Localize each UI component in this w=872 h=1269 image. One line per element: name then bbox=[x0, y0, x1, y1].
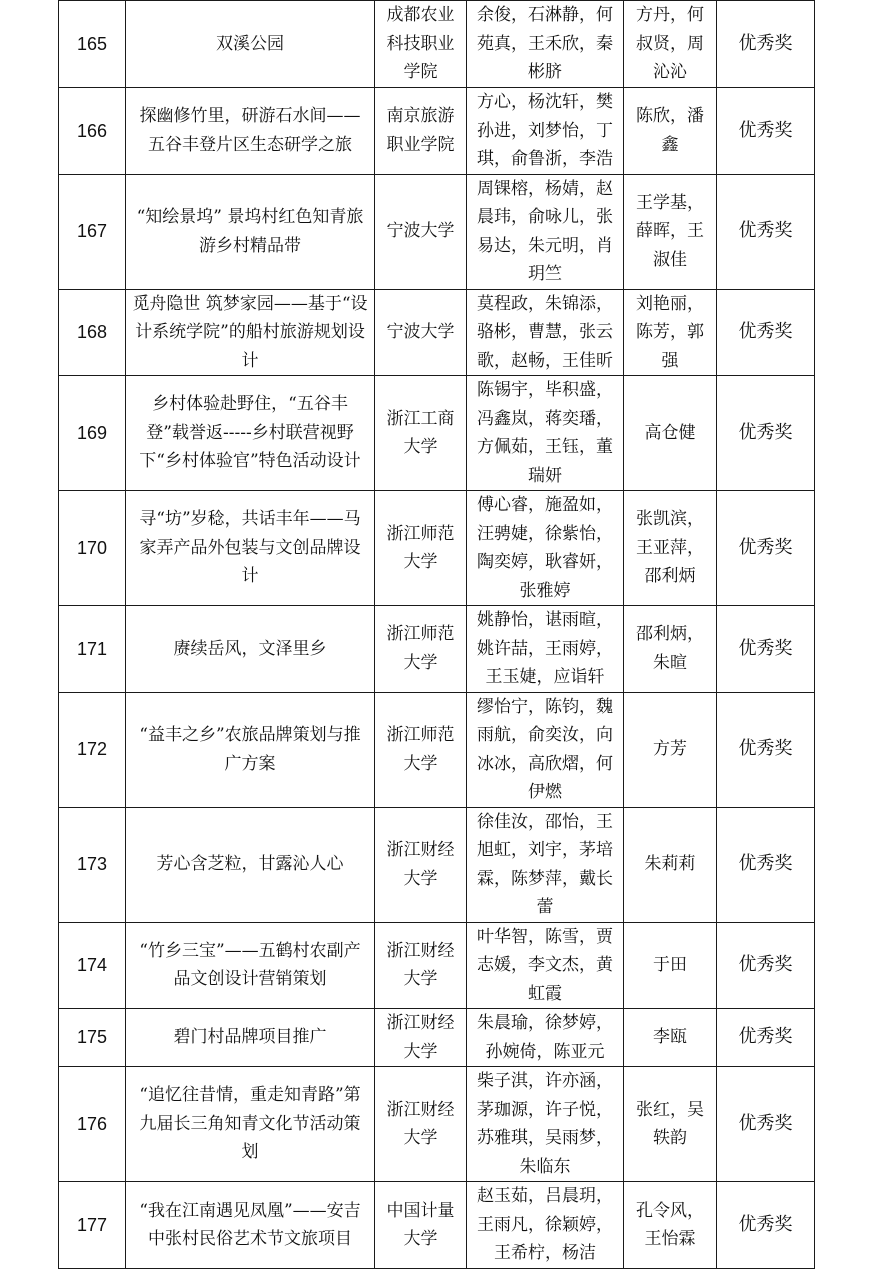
project-name: “益丰之乡”农旅品牌策划与推广方案 bbox=[126, 692, 375, 807]
row-number: 167 bbox=[59, 174, 126, 289]
school-name: 浙江师范大学 bbox=[375, 491, 467, 606]
row-number: 176 bbox=[59, 1067, 126, 1182]
project-name: 探幽修竹里，研游石水间——五谷丰登片区生态研学之旅 bbox=[126, 88, 375, 175]
award-level: 优秀奖 bbox=[717, 1182, 815, 1269]
award-level: 优秀奖 bbox=[717, 1067, 815, 1182]
team-members: 缪怡宁，陈钧，魏雨航，俞奕汝，向冰冰，高欣熠，何伊燃 bbox=[467, 692, 624, 807]
table-row bbox=[59, 1067, 815, 1182]
table-row bbox=[59, 692, 815, 807]
advisors: 方丹，何叔贤，周沁沁 bbox=[624, 1, 717, 88]
advisors: 于田 bbox=[624, 922, 717, 1009]
award-level: 优秀奖 bbox=[717, 1, 815, 88]
row-number: 175 bbox=[59, 1009, 126, 1067]
advisors: 方芳 bbox=[624, 692, 717, 807]
school-name: 浙江财经大学 bbox=[375, 1009, 467, 1067]
table-row bbox=[59, 88, 815, 175]
award-level: 优秀奖 bbox=[717, 491, 815, 606]
advisors: 高仓健 bbox=[624, 376, 717, 491]
project-name: “追忆往昔情，重走知青路”第九届长三角知青文化节活动策划 bbox=[126, 1067, 375, 1182]
table-row bbox=[59, 174, 815, 289]
advisors: 朱莉莉 bbox=[624, 807, 717, 922]
row-number: 165 bbox=[59, 1, 126, 88]
table-row bbox=[59, 289, 815, 376]
table-row bbox=[59, 1009, 815, 1067]
project-name: “知绘景坞” 景坞村红色知青旅游乡村精品带 bbox=[126, 174, 375, 289]
project-name: 碧门村品牌项目推广 bbox=[126, 1009, 375, 1067]
table-row bbox=[59, 606, 815, 693]
school-name: 浙江师范大学 bbox=[375, 606, 467, 693]
project-name: 双溪公园 bbox=[126, 1, 375, 88]
award-table bbox=[58, 0, 815, 1269]
advisors: 孔令风，王怡霖 bbox=[624, 1182, 717, 1269]
team-members: 姚静怡，谌雨暄，姚许喆，王雨婷，王玉婕，应诣轩 bbox=[467, 606, 624, 693]
award-level: 优秀奖 bbox=[717, 606, 815, 693]
team-members: 叶华智，陈雪，贾志媛，李文杰，黄虹霞 bbox=[467, 922, 624, 1009]
school-name: 浙江工商大学 bbox=[375, 376, 467, 491]
table-row bbox=[59, 1182, 815, 1269]
project-name: 芳心含芝粒，甘露沁人心 bbox=[126, 807, 375, 922]
project-name: “我在江南遇见凤凰”——安吉中张村民俗艺术节文旅项目 bbox=[126, 1182, 375, 1269]
school-name: 中国计量大学 bbox=[375, 1182, 467, 1269]
school-name: 宁波大学 bbox=[375, 289, 467, 376]
row-number: 177 bbox=[59, 1182, 126, 1269]
project-name: 赓续岳风，文泽里乡 bbox=[126, 606, 375, 693]
school-name: 成都农业科技职业学院 bbox=[375, 1, 467, 88]
row-number: 171 bbox=[59, 606, 126, 693]
award-level: 优秀奖 bbox=[717, 1009, 815, 1067]
award-level: 优秀奖 bbox=[717, 289, 815, 376]
team-members: 方心，杨沈轩，樊孙进，刘梦怡，丁琪，俞鲁浙，李浩 bbox=[467, 88, 624, 175]
team-members: 余俊，石淋静，何苑真，王禾欣，秦彬脐 bbox=[467, 1, 624, 88]
project-name: 寻“坊”岁稔，共话丰年——马家弄产品外包装与文创品牌设计 bbox=[126, 491, 375, 606]
advisors: 张凯滨，王亚萍，邵利炳 bbox=[624, 491, 717, 606]
team-members: 赵玉茹，吕晨玥，王雨凡，徐颖婷，王希柠，杨洁 bbox=[467, 1182, 624, 1269]
team-members: 莫程政，朱锦添，骆彬，曹慧，张云歌，赵畅，王佳昕 bbox=[467, 289, 624, 376]
row-number: 168 bbox=[59, 289, 126, 376]
school-name: 浙江财经大学 bbox=[375, 1067, 467, 1182]
table-row bbox=[59, 922, 815, 1009]
team-members: 朱晨瑜，徐梦婷，孙婉倚，陈亚元 bbox=[467, 1009, 624, 1067]
team-members: 柴子淇，许亦涵，茅珈源，许子悦，苏雅琪，吴雨梦，朱临东 bbox=[467, 1067, 624, 1182]
award-level: 优秀奖 bbox=[717, 807, 815, 922]
row-number: 166 bbox=[59, 88, 126, 175]
team-members: 陈锡宇，毕积盛，冯鑫岚，蒋奕璠，方佩茹，王钰，董瑞妍 bbox=[467, 376, 624, 491]
row-number: 170 bbox=[59, 491, 126, 606]
project-name: 觅舟隐世 筑梦家园——基于“设计系统学院”的船村旅游规划设计 bbox=[126, 289, 375, 376]
school-name: 浙江财经大学 bbox=[375, 807, 467, 922]
school-name: 浙江财经大学 bbox=[375, 922, 467, 1009]
row-number: 174 bbox=[59, 922, 126, 1009]
school-name: 浙江师范大学 bbox=[375, 692, 467, 807]
table-row bbox=[59, 1, 815, 88]
award-level: 优秀奖 bbox=[717, 922, 815, 1009]
advisors: 邵利炳，朱暄 bbox=[624, 606, 717, 693]
advisors: 陈欣，潘鑫 bbox=[624, 88, 717, 175]
row-number: 169 bbox=[59, 376, 126, 491]
row-number: 172 bbox=[59, 692, 126, 807]
team-members: 周锞榕，杨婧，赵晨玮，俞咏儿，张易达，朱元明，肖玥竺 bbox=[467, 174, 624, 289]
advisors: 李瓯 bbox=[624, 1009, 717, 1067]
team-members: 徐佳汝，邵怡，王旭虹，刘宇，茅培霖，陈梦萍，戴长蕾 bbox=[467, 807, 624, 922]
school-name: 宁波大学 bbox=[375, 174, 467, 289]
award-level: 优秀奖 bbox=[717, 174, 815, 289]
team-members: 傅心睿，施盈如，汪骋婕，徐紫怡，陶奕婷，耿睿妍，张雅婷 bbox=[467, 491, 624, 606]
table-row bbox=[59, 491, 815, 606]
table-row bbox=[59, 807, 815, 922]
advisors: 刘艳丽，陈芳，郭强 bbox=[624, 289, 717, 376]
award-level: 优秀奖 bbox=[717, 376, 815, 491]
project-name: 乡村体验赴野住，“五谷丰登”载誉返-----乡村联营视野下“乡村体验官”特色活动设计 bbox=[126, 376, 375, 491]
award-level: 优秀奖 bbox=[717, 692, 815, 807]
school-name: 南京旅游职业学院 bbox=[375, 88, 467, 175]
award-level: 优秀奖 bbox=[717, 88, 815, 175]
advisors: 张红，吴轶韵 bbox=[624, 1067, 717, 1182]
row-number: 173 bbox=[59, 807, 126, 922]
project-name: “竹乡三宝”——五鹤村农副产品文创设计营销策划 bbox=[126, 922, 375, 1009]
advisors: 王学基，薛晖，王淑佳 bbox=[624, 174, 717, 289]
table-row bbox=[59, 376, 815, 491]
